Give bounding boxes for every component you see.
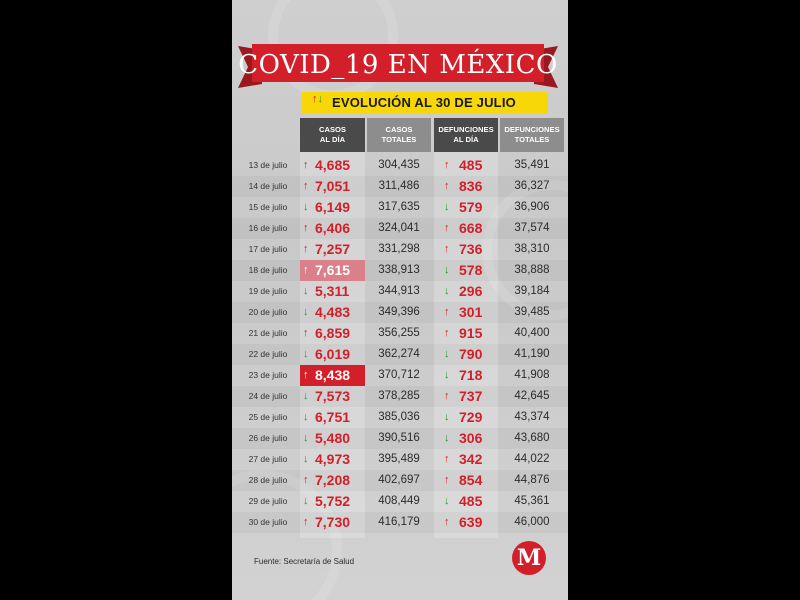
casos-al-dia-value: 6,751 [315, 409, 351, 425]
arrow-up-icon: ↑ [303, 327, 309, 339]
defunciones-al-dia-value: 790 [459, 346, 483, 362]
header-line: CASOS [318, 125, 346, 134]
arrow-up-icon: ↑ [444, 453, 450, 465]
arrow-up-icon: ↑ [444, 516, 450, 528]
defunciones-al-dia-cell [434, 281, 498, 302]
defunciones-totales-value: 35,491 [514, 159, 550, 171]
defunciones-totales-value: 36,906 [514, 201, 550, 213]
casos-totales-value: 317,635 [378, 201, 420, 213]
defunciones-al-dia-cell [434, 218, 498, 239]
casos-totales-value: 324,041 [378, 222, 420, 234]
arrow-up-icon: ↑ [444, 222, 450, 234]
defunciones-al-dia-cell [434, 470, 498, 491]
table-row [232, 344, 568, 365]
defunciones-totales-value: 45,361 [514, 495, 550, 507]
date-label: 18 de julio [248, 265, 288, 275]
header-casos-al-dia [300, 118, 365, 152]
defunciones-totales-value: 44,876 [514, 474, 550, 486]
arrow-down-icon: ↓ [303, 432, 309, 444]
casos-al-dia-cell [300, 176, 365, 197]
casos-totales-value: 356,255 [378, 327, 420, 339]
casos-al-dia-cell [300, 197, 365, 218]
casos-al-dia-value: 7,051 [315, 178, 351, 194]
casos-al-dia-value: 8,438 [315, 367, 351, 383]
infographic-panel [232, 0, 568, 600]
casos-al-dia-cell [300, 407, 365, 428]
table-row [232, 449, 568, 470]
date-label: 30 de julio [248, 517, 288, 527]
defunciones-al-dia-value: 836 [459, 178, 483, 194]
casos-al-dia-cell [300, 218, 365, 239]
arrow-down-icon: ↓ [303, 285, 309, 297]
casos-al-dia-cell [300, 155, 365, 176]
defunciones-al-dia-value: 639 [459, 514, 483, 530]
table-row [232, 323, 568, 344]
defunciones-totales-value: 36,327 [514, 180, 550, 192]
header-line: DEFUNCIONES [504, 125, 560, 134]
casos-totales-value: 331,298 [378, 243, 420, 255]
casos-al-dia-cell [300, 323, 365, 344]
defunciones-al-dia-cell [434, 512, 498, 533]
arrow-up-icon: ↑ [444, 474, 450, 486]
defunciones-totales-value: 37,574 [514, 222, 550, 234]
subtitle: EVOLUCIÓN AL 30 DE JULIO [332, 95, 516, 110]
defunciones-al-dia-value: 729 [459, 409, 483, 425]
date-label: 28 de julio [248, 475, 288, 485]
casos-totales-value: 344,913 [378, 285, 420, 297]
milenio-logo: M [512, 541, 546, 575]
header-line: AL DÍA [319, 135, 346, 144]
arrow-down-icon: ↓ [303, 411, 309, 423]
casos-al-dia-value: 6,149 [315, 199, 351, 215]
date-label: 24 de julio [248, 391, 288, 401]
casos-al-dia-value: 7,730 [315, 514, 351, 530]
casos-al-dia-cell [300, 491, 365, 512]
table-row [232, 302, 568, 323]
arrow-down-icon: ↓ [303, 348, 309, 360]
defunciones-al-dia-cell [434, 239, 498, 260]
arrow-up-icon: ↑ [444, 327, 450, 339]
table-row [232, 260, 568, 281]
defunciones-al-dia-cell [434, 176, 498, 197]
arrow-up-icon: ↑ [303, 180, 309, 192]
arrow-down-icon: ↓ [444, 369, 450, 381]
arrow-down-icon: ↓ [444, 411, 450, 423]
casos-al-dia-cell [300, 428, 365, 449]
table-row [232, 218, 568, 239]
arrow-up-icon: ↑ [303, 159, 309, 171]
defunciones-totales-value: 38,310 [514, 243, 550, 255]
arrow-down-icon: ↓ [303, 495, 309, 507]
header-defunciones-totales [500, 118, 564, 152]
arrow-down-icon: ↓ [444, 348, 450, 360]
header-line: TOTALES [381, 135, 417, 144]
defunciones-totales-value: 41,190 [514, 348, 550, 360]
defunciones-al-dia-value: 915 [459, 325, 483, 341]
page-title: COVID_19 EN MÉXICO [238, 50, 558, 80]
date-label: 16 de julio [248, 223, 288, 233]
defunciones-al-dia-value: 578 [459, 262, 483, 278]
date-label: 20 de julio [248, 307, 288, 317]
casos-totales-value: 370,712 [378, 369, 420, 381]
defunciones-al-dia-cell [434, 407, 498, 428]
table-row [232, 512, 568, 533]
arrow-up-icon: ↑ [444, 306, 450, 318]
defunciones-al-dia-cell [434, 302, 498, 323]
defunciones-al-dia-cell [434, 365, 498, 386]
casos-al-dia-cell [300, 386, 365, 407]
date-label: 15 de julio [248, 202, 288, 212]
casos-al-dia-value: 6,019 [315, 346, 351, 362]
arrow-up-icon: ↑ [303, 222, 309, 234]
defunciones-al-dia-value: 854 [459, 472, 483, 488]
defunciones-al-dia-value: 668 [459, 220, 483, 236]
casos-al-dia-value: 4,973 [315, 451, 351, 467]
defunciones-totales-value: 39,485 [514, 306, 550, 318]
arrow-up-icon: ↑ [303, 369, 309, 381]
casos-al-dia-value: 5,480 [315, 430, 351, 446]
defunciones-al-dia-cell [434, 491, 498, 512]
defunciones-al-dia-cell [434, 197, 498, 218]
casos-totales-value: 311,486 [378, 180, 420, 192]
casos-al-dia-value: 7,615 [315, 262, 351, 278]
table-row [232, 155, 568, 176]
casos-al-dia-value: 7,573 [315, 388, 351, 404]
casos-al-dia-value: 7,208 [315, 472, 351, 488]
header-line: AL DÍA [453, 135, 479, 144]
date-label: 29 de julio [248, 496, 288, 506]
defunciones-al-dia-value: 737 [459, 388, 483, 404]
defunciones-al-dia-value: 485 [459, 493, 483, 509]
title-banner [238, 42, 558, 88]
casos-al-dia-cell [300, 302, 365, 323]
date-label: 23 de julio [248, 370, 288, 380]
date-label: 27 de julio [248, 454, 288, 464]
date-label: 25 de julio [248, 412, 288, 422]
arrow-down-icon: ↓ [444, 285, 450, 297]
date-label: 14 de julio [248, 181, 288, 191]
date-label: 26 de julio [248, 433, 288, 443]
arrow-down-icon: ↓ [444, 495, 450, 507]
table-row [232, 491, 568, 512]
defunciones-al-dia-cell [434, 344, 498, 365]
casos-al-dia-value: 6,859 [315, 325, 351, 341]
table-row [232, 428, 568, 449]
date-label: 17 de julio [248, 244, 288, 254]
defunciones-totales-value: 42,645 [514, 390, 550, 402]
header-defunciones-al-dia [434, 118, 498, 152]
table-row [232, 176, 568, 197]
casos-al-dia-cell [300, 512, 365, 533]
arrow-down-icon: ↓ [303, 306, 309, 318]
defunciones-totales-value: 46,000 [514, 516, 550, 528]
casos-totales-value: 349,396 [378, 306, 420, 318]
arrow-up-icon: ↑ [444, 159, 450, 171]
defunciones-al-dia-value: 301 [459, 304, 483, 320]
defunciones-totales-value: 44,022 [514, 453, 550, 465]
header-line: DEFUNCIONES [438, 125, 494, 134]
defunciones-al-dia-value: 485 [459, 157, 483, 173]
casos-al-dia-cell [300, 365, 365, 386]
defunciones-al-dia-cell [434, 323, 498, 344]
table-row [232, 281, 568, 302]
arrow-up-icon: ↑ [444, 390, 450, 402]
casos-al-dia-value: 5,311 [315, 283, 350, 299]
casos-al-dia-value: 4,483 [315, 304, 351, 320]
casos-totales-value: 408,449 [378, 495, 420, 507]
defunciones-al-dia-value: 736 [459, 241, 483, 257]
table-row [232, 470, 568, 491]
casos-totales-value: 362,274 [378, 348, 420, 360]
date-label: 22 de julio [248, 349, 288, 359]
casos-al-dia-value: 4,685 [315, 157, 351, 173]
arrow-up-icon: ↑ [303, 474, 309, 486]
date-label: 13 de julio [248, 160, 288, 170]
defunciones-al-dia-cell [434, 428, 498, 449]
source-note: Fuente: Secretaría de Salud [254, 557, 355, 566]
date-label: 19 de julio [248, 286, 288, 296]
casos-al-dia-cell [300, 260, 365, 281]
defunciones-totales-value: 39,184 [514, 285, 550, 297]
table-row [232, 197, 568, 218]
arrow-up-icon: ↑ [303, 243, 309, 255]
defunciones-al-dia-value: 296 [459, 283, 483, 299]
casos-al-dia-value: 5,752 [315, 493, 351, 509]
arrow-down-icon: ↓ [303, 201, 309, 213]
subtitle-bar [302, 92, 548, 114]
casos-totales-value: 416,179 [378, 516, 420, 528]
defunciones-al-dia-value: 579 [459, 199, 483, 215]
arrow-up-icon: ↑ [303, 516, 309, 528]
arrow-down-icon: ↓ [303, 453, 309, 465]
casos-al-dia-cell [300, 470, 365, 491]
defunciones-al-dia-value: 718 [459, 367, 483, 383]
header-line: TOTALES [514, 135, 550, 144]
defunciones-totales-value: 40,400 [514, 327, 550, 339]
defunciones-al-dia-cell [434, 449, 498, 470]
casos-al-dia-value: 6,406 [315, 220, 351, 236]
casos-totales-value: 338,913 [378, 264, 420, 276]
casos-al-dia-cell [300, 239, 365, 260]
arrow-down-icon: ↓ [444, 432, 450, 444]
arrow-down-icon: ↓ [444, 264, 450, 276]
defunciones-al-dia-cell [434, 155, 498, 176]
casos-totales-value: 378,285 [378, 390, 420, 402]
header-casos-totales [367, 118, 431, 152]
table-row [232, 239, 568, 260]
table-row [232, 407, 568, 428]
defunciones-totales-value: 43,680 [514, 432, 550, 444]
casos-totales-value: 395,489 [378, 453, 420, 465]
arrow-down-icon: ↓ [444, 201, 450, 213]
casos-al-dia-cell [300, 344, 365, 365]
casos-al-dia-cell [300, 281, 365, 302]
trend-arrows-icon: ↑↓ [312, 93, 323, 105]
arrow-up-icon: ↑ [444, 180, 450, 192]
date-label: 21 de julio [248, 328, 288, 338]
defunciones-al-dia-value: 342 [459, 451, 483, 467]
casos-totales-value: 390,516 [378, 432, 420, 444]
defunciones-al-dia-value: 306 [459, 430, 483, 446]
header-line: CASOS [385, 125, 413, 134]
defunciones-al-dia-cell [434, 386, 498, 407]
casos-totales-value: 402,697 [378, 474, 420, 486]
defunciones-totales-value: 38,888 [514, 264, 550, 276]
casos-al-dia-cell [300, 449, 365, 470]
defunciones-al-dia-cell [434, 260, 498, 281]
table-row [232, 386, 568, 407]
defunciones-totales-value: 43,374 [514, 411, 550, 423]
arrow-up-icon: ↑ [444, 243, 450, 255]
casos-totales-value: 304,435 [378, 159, 420, 171]
defunciones-totales-value: 41,908 [514, 369, 550, 381]
casos-totales-value: 385,036 [378, 411, 420, 423]
arrow-up-icon: ↑ [303, 264, 309, 276]
arrow-down-icon: ↓ [303, 390, 309, 402]
table-row [232, 365, 568, 386]
casos-al-dia-value: 7,257 [315, 241, 351, 257]
